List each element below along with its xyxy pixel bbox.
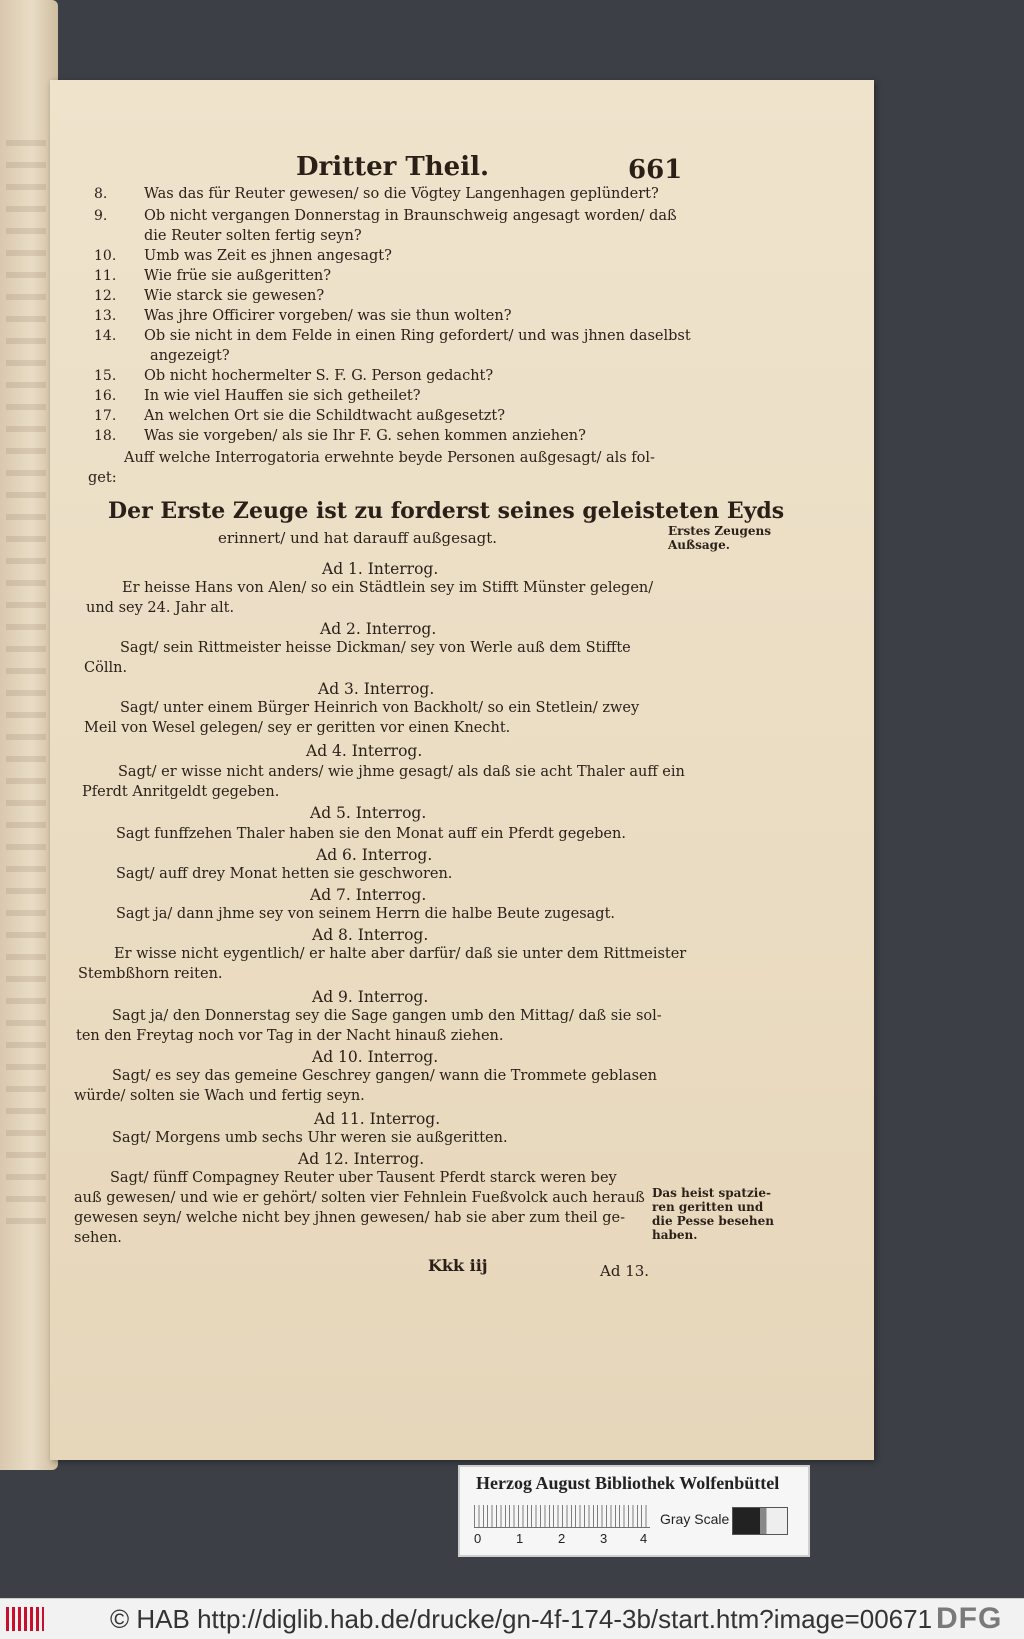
question-item xyxy=(94,388,421,404)
question-text: Ob nicht hochermelter S. F. G. Person gedacht? xyxy=(144,368,494,384)
color-calibration-tag xyxy=(458,1465,810,1557)
question-number: 16. xyxy=(94,388,117,404)
testimony-line: Sagt/ er wisse nicht anders/ wie jhme gesagt/ als daß sie acht Thaler auff ein xyxy=(118,764,685,780)
testimony-line: gewesen seyn/ welche nicht bey jhnen gewesen/ hab sie aber zum theil ge- xyxy=(74,1210,626,1226)
signature-mark: Kkk iij xyxy=(428,1256,488,1275)
testimony-line: würde/ solten sie Wach und fertig seyn. xyxy=(74,1088,365,1104)
library-name: Herzog August Bibliothek Wolfenbüttel xyxy=(476,1473,780,1493)
margin-note xyxy=(652,1186,774,1242)
interrogatory-heading: Ad 1. Interrog. xyxy=(322,560,439,578)
question-item xyxy=(94,248,392,264)
intro-line: Auff welche Interrogatoria erwehnte beyde Personen außgesagt/ als fol- xyxy=(124,450,655,466)
hab-logo-icon xyxy=(6,1607,44,1631)
question-number: 10. xyxy=(94,248,117,264)
interrogatory-heading: Ad 7. Interrog. xyxy=(310,886,427,904)
question-text: In wie viel Hauffen sie sich getheilet? xyxy=(144,388,421,404)
margin-note-line: haben. xyxy=(652,1228,698,1242)
question-item xyxy=(94,308,511,324)
question-text: Umb was Zeit es jhnen angesagt? xyxy=(144,248,392,264)
question-text: Was das für Reuter gewesen/ so die Vögtey Langenhagen geplündert? xyxy=(144,186,659,202)
catchword: Ad 13. xyxy=(600,1262,650,1280)
interrogatory-heading: Ad 6. Interrog. xyxy=(316,846,433,864)
dfg-logo: DFG xyxy=(936,1602,1003,1635)
question-number: 11. xyxy=(94,268,117,284)
testimony-line: Sagt funffzehen Thaler haben sie den Monat auff ein Pferdt gegeben. xyxy=(116,826,626,842)
question-item xyxy=(94,208,677,224)
gray-scale-label: Gray Scale xyxy=(660,1511,730,1527)
question-item xyxy=(94,328,691,344)
testimony-line: Sagt/ Morgens umb sechs Uhr weren sie außgeritten. xyxy=(112,1130,508,1146)
ruler-number: 1 xyxy=(516,1531,524,1546)
question-item xyxy=(94,408,505,424)
facing-page-text-ghost xyxy=(6,140,46,1240)
interrogatory-heading: Ad 8. Interrog. xyxy=(312,926,429,944)
testimony-line: Er wisse nicht eygentlich/ er halte aber darfür/ daß sie unter dem Rittmeister xyxy=(114,946,687,962)
testimony-line: Cölln. xyxy=(84,660,128,676)
question-number: 8. xyxy=(94,186,108,202)
interrogatory-heading: Ad 3. Interrog. xyxy=(318,680,435,698)
testimony-line: ten den Freytag noch vor Tag in der Nacht hinauß ziehen. xyxy=(76,1028,504,1044)
interrogatory-heading: Ad 5. Interrog. xyxy=(310,804,427,822)
question-item xyxy=(94,288,324,304)
interrogatory-heading: Ad 9. Interrog. xyxy=(312,988,429,1006)
interrogatory-heading: Ad 12. Interrog. xyxy=(298,1150,425,1168)
testimony-line: Stembßhorn reiten. xyxy=(78,966,223,982)
testimony-line: Sagt ja/ den Donnerstag sey die Sage gangen umb den Mittag/ daß sie sol- xyxy=(112,1008,662,1024)
copyright-link[interactable]: © HAB http://diglib.hab.de/drucke/gn-4f-174-3b/start.htm?image=00671 xyxy=(110,1604,933,1634)
testimony-line: sehen. xyxy=(74,1230,122,1246)
margin-note-line: Das heist spatzie- xyxy=(652,1186,771,1200)
testimony-line: Sagt/ fünff Compagney Reuter uber Tausent Pferdt starck weren bey xyxy=(110,1170,617,1186)
question-text: Was jhre Officirer vorgeben/ was sie thun wolten? xyxy=(144,308,512,324)
ruler-number: 4 xyxy=(640,1531,648,1546)
margin-note-line: Erstes Zeugens xyxy=(668,524,771,538)
question-item xyxy=(94,428,586,444)
question-item xyxy=(94,268,331,284)
interrogatory-heading: Ad 11. Interrog. xyxy=(314,1110,441,1128)
interrogatory-heading: Ad 10. Interrog. xyxy=(312,1048,439,1066)
testimony-line: Sagt ja/ dann jhme sey von seinem Herrn die halbe Beute zugesagt. xyxy=(116,906,616,922)
intro-line: get: xyxy=(88,470,117,486)
page-number: 661 xyxy=(628,155,683,185)
testimony-line: Sagt/ auff drey Monat hetten sie geschworen. xyxy=(116,866,453,882)
testimony-line: Sagt/ es sey das gemeine Geschrey gangen/ wann die Trommete geblasen xyxy=(112,1068,657,1084)
ruler-number: 2 xyxy=(558,1531,566,1546)
question-number: 13. xyxy=(94,308,117,324)
question-item xyxy=(94,368,493,384)
question-number: 12. xyxy=(94,288,117,304)
margin-note xyxy=(668,524,771,552)
question-text: An welchen Ort sie die Schildtwacht außgesetzt? xyxy=(144,408,506,424)
ruler-number: 3 xyxy=(600,1531,608,1546)
interrogatory-heading: Ad 2. Interrog. xyxy=(320,620,437,638)
question-item xyxy=(94,186,659,202)
section-subheading: erinnert/ und hat darauff außgesagt. xyxy=(218,529,498,547)
question-text: Ob sie nicht in dem Felde in einen Ring gefordert/ und was jhnen daselbst xyxy=(144,328,691,344)
question-number: 18. xyxy=(94,428,117,444)
testimony-line: auß gewesen/ und wie er gehört/ solten vier Fehnlein Fueßvolck auch herauß xyxy=(74,1190,645,1206)
gray-scale-swatch xyxy=(732,1507,788,1535)
question-text: Wie früe sie außgeritten? xyxy=(144,268,332,284)
scale-ruler xyxy=(474,1505,650,1528)
testimony-line: und sey 24. Jahr alt. xyxy=(86,600,235,616)
testimony-line: Er heisse Hans von Alen/ so ein Städtlein sey im Stifft Münster gelegen/ xyxy=(122,580,654,596)
testimony-line: Sagt/ unter einem Bürger Heinrich von Backholt/ so ein Stetlein/ zwey xyxy=(120,700,640,716)
question-number: 17. xyxy=(94,408,117,424)
question-text: Wie starck sie gewesen? xyxy=(144,288,325,304)
question-continuation: angezeigt? xyxy=(150,348,230,364)
question-number: 14. xyxy=(94,328,117,344)
section-heading: Der Erste Zeuge ist zu forderst seines geleisteten Eyds xyxy=(108,498,785,524)
testimony-line: Pferdt Anritgeldt gegeben. xyxy=(82,784,280,800)
question-number: 15. xyxy=(94,368,117,384)
margin-note-line: die Pesse besehen xyxy=(652,1214,774,1228)
testimony-line: Meil von Wesel gelegen/ sey er geritten vor einen Knecht. xyxy=(84,720,511,736)
footer-bar xyxy=(0,1598,1024,1639)
question-number: 9. xyxy=(94,208,108,224)
testimony-line: Sagt/ sein Rittmeister heisse Dickman/ sey von Werle auß dem Stiffte xyxy=(120,640,631,656)
question-text: Was sie vorgeben/ als sie Ihr F. G. sehen kommen anziehen? xyxy=(144,428,586,444)
interrogatory-heading: Ad 4. Interrog. xyxy=(306,742,423,760)
question-continuation: die Reuter solten fertig seyn? xyxy=(144,228,362,244)
running-head-title: Dritter Theil. xyxy=(296,152,490,182)
ruler-number: 0 xyxy=(474,1531,482,1546)
question-text: Ob nicht vergangen Donnerstag in Braunschweig angesagt worden/ daß xyxy=(144,208,677,224)
margin-note-line: ren geritten und xyxy=(652,1200,764,1214)
margin-note-line: Außsage. xyxy=(668,538,730,552)
